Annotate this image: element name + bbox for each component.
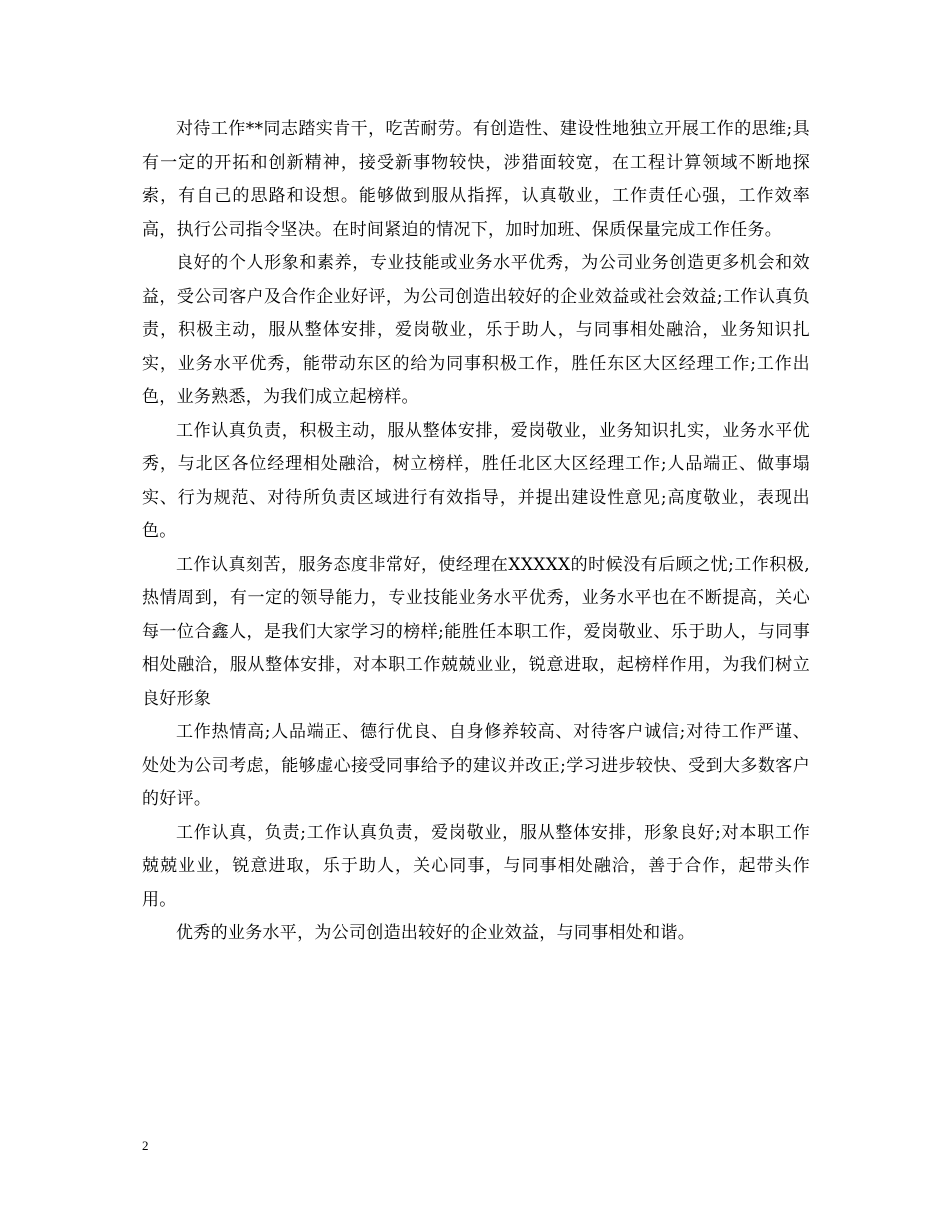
paragraph: 工作热情高;人品端正、德行优良、自身修养较高、对待客户诚信;对待工作严谨、处处为公司考虑，能够虚心接受同事给予的建议并改正;学习进步较快、受到大多数客户的好评。 — [142, 722, 810, 809]
paragraph: 对待工作**同志踏实肯干，吃苦耐劳。有创造性、建设性地独立开展工作的思维;具有一定的开拓和创新精神，接受新事物较快，涉猎面较宽，在工程计算领域不断地探索，有自己的思路和设想。能够做到服从指挥，认真敬业，工作责任心强，工作效率高，执行公司指令坚决。在时间紧迫的情况下，加时加班、保质保量完成工作任务。 — [142, 119, 810, 240]
paragraph: 工作认真刻苦，服务态度非常好，使经理在XXXXX的时候没有后顾之忧;工作积极,热情周到，有一定的领导能力，专业技能业务水平优秀，业务水平也在不断提高，关心每一位合鑫人，是我们大家学习的榜样;能胜任本职工作，爱岗敬业、乐于助人，与同事相处融洽，服从整体安排，对本职工作兢兢业业，锐意进取，起榜样作用，为我们树立良好形象 — [142, 554, 810, 709]
paragraph: 良好的个人形象和素养，专业技能或业务水平优秀，为公司业务创造更多机会和效益，受公司客户及合作企业好评，为公司创造出较好的企业效益或社会效益;工作认真负责，积极主动，服从整体安排，爱岗敬业，乐于助人，与同事相处融洽，业务知识扎实，业务水平优秀，能带动东区的给为同事积极工作，胜任东区大区经理工作;工作出色，业务熟悉，为我们成立起榜样。 — [142, 253, 810, 407]
page-number: 2 — [142, 1138, 149, 1153]
paragraph: 优秀的业务水平，为公司创造出较好的企业效益，与同事相处和谐。 — [176, 923, 695, 943]
paragraph: 工作认真，负责;工作认真负责，爱岗敬业，服从整体安排，形象良好;对本职工作兢兢业业，锐意进取，乐于助人，关心同事，与同事相处融洽，善于合作，起带头作用。 — [142, 822, 810, 910]
document-body — [142, 113, 810, 951]
paragraph: 工作认真负责，积极主动，服从整体安排，爱岗敬业，业务知识扎实，业务水平优秀，与北区各位经理相处融洽，树立榜样，胜任北区大区经理工作;人品端正、做事塌实、行为规范、对待所负责区域进行有效指导，并提出建设性意见;高度敬业，表现出色。 — [142, 420, 810, 541]
